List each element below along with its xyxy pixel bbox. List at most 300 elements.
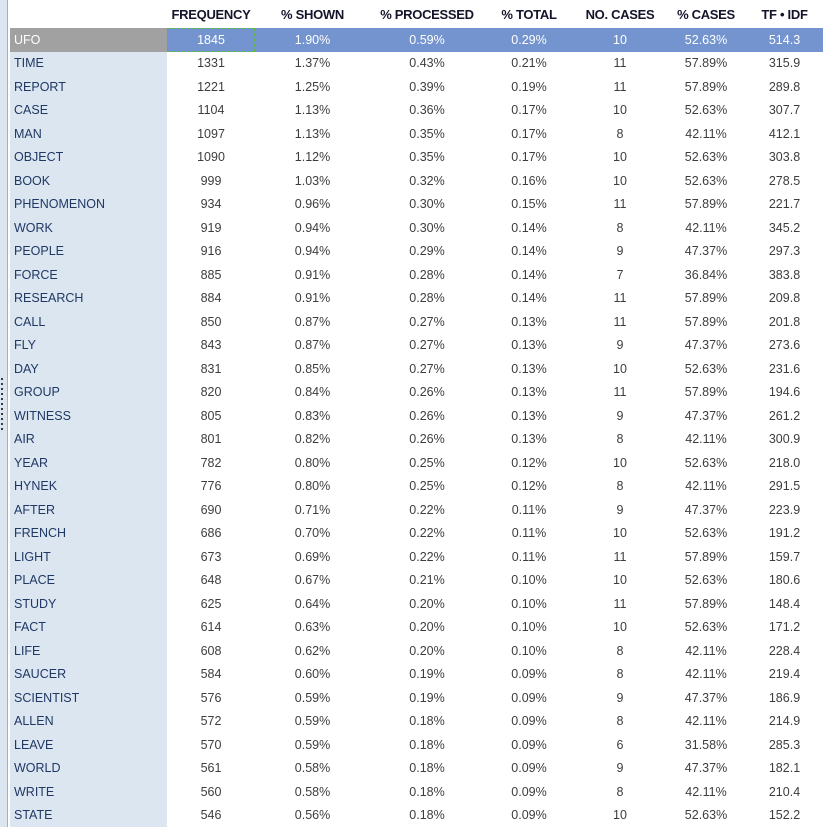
tf-idf-cell[interactable]: 194.6 — [746, 381, 823, 405]
pct-processed-cell[interactable]: 0.20% — [370, 639, 484, 663]
tf-idf-cell[interactable]: 383.8 — [746, 263, 823, 287]
word-cell[interactable]: MAN — [10, 122, 167, 146]
pct-total-cell[interactable]: 0.12% — [484, 451, 574, 475]
pct-shown-cell[interactable]: 0.87% — [255, 334, 370, 358]
pct-total-cell[interactable]: 0.17% — [484, 99, 574, 123]
word-cell[interactable]: LIGHT — [10, 545, 167, 569]
word-cell[interactable]: BOOK — [10, 169, 167, 193]
no-cases-cell[interactable]: 8 — [574, 780, 666, 804]
word-cell[interactable]: YEAR — [10, 451, 167, 475]
frequency-cell[interactable]: 801 — [167, 428, 255, 452]
pct-cases-cell[interactable]: 47.37% — [666, 757, 746, 781]
no-cases-cell[interactable]: 8 — [574, 475, 666, 499]
frequency-cell[interactable]: 614 — [167, 616, 255, 640]
pct-shown-cell[interactable]: 0.59% — [255, 710, 370, 734]
pct-total-cell[interactable]: 0.14% — [484, 287, 574, 311]
pct-total-cell[interactable]: 0.09% — [484, 757, 574, 781]
word-cell[interactable]: PEOPLE — [10, 240, 167, 264]
pct-shown-cell[interactable]: 0.83% — [255, 404, 370, 428]
table-row[interactable] — [10, 522, 823, 546]
tf-idf-cell[interactable]: 285.3 — [746, 733, 823, 757]
tf-idf-cell[interactable]: 307.7 — [746, 99, 823, 123]
pct-shown-cell[interactable]: 1.90% — [255, 28, 370, 52]
frequency-cell[interactable]: 1090 — [167, 146, 255, 170]
pct-shown-cell[interactable]: 0.80% — [255, 475, 370, 499]
tf-idf-cell[interactable]: 223.9 — [746, 498, 823, 522]
pct-total-cell[interactable]: 0.10% — [484, 616, 574, 640]
pct-shown-cell[interactable]: 1.25% — [255, 75, 370, 99]
tf-idf-cell[interactable]: 201.8 — [746, 310, 823, 334]
table-row[interactable] — [10, 146, 823, 170]
tf-idf-cell[interactable]: 261.2 — [746, 404, 823, 428]
no-cases-cell[interactable]: 8 — [574, 428, 666, 452]
pct-total-cell[interactable]: 0.14% — [484, 216, 574, 240]
pct-processed-cell[interactable]: 0.35% — [370, 122, 484, 146]
tf-idf-cell[interactable]: 278.5 — [746, 169, 823, 193]
frequency-cell[interactable]: 1221 — [167, 75, 255, 99]
pct-cases-cell[interactable]: 57.89% — [666, 75, 746, 99]
pct-cases-cell[interactable]: 57.89% — [666, 381, 746, 405]
table-row[interactable] — [10, 804, 823, 827]
word-cell[interactable]: SAUCER — [10, 663, 167, 687]
pct-cases-cell[interactable]: 57.89% — [666, 193, 746, 217]
pct-processed-cell[interactable]: 0.18% — [370, 757, 484, 781]
table-row[interactable] — [10, 639, 823, 663]
no-cases-cell[interactable]: 9 — [574, 240, 666, 264]
pct-total-cell[interactable]: 0.13% — [484, 334, 574, 358]
pct-total-cell[interactable]: 0.14% — [484, 263, 574, 287]
splitter-grip-icon[interactable] — [1, 378, 3, 432]
frequency-cell[interactable]: 1104 — [167, 99, 255, 123]
no-cases-cell[interactable]: 11 — [574, 287, 666, 311]
pct-processed-cell[interactable]: 0.29% — [370, 240, 484, 264]
table-row[interactable] — [10, 686, 823, 710]
pct-processed-cell[interactable]: 0.30% — [370, 216, 484, 240]
no-cases-cell[interactable]: 11 — [574, 545, 666, 569]
pct-shown-cell[interactable]: 0.56% — [255, 804, 370, 827]
pct-processed-cell[interactable]: 0.35% — [370, 146, 484, 170]
table-row[interactable] — [10, 75, 823, 99]
table-row[interactable] — [10, 663, 823, 687]
pct-shown-cell[interactable]: 0.70% — [255, 522, 370, 546]
frequency-cell[interactable]: 570 — [167, 733, 255, 757]
pct-processed-cell[interactable]: 0.20% — [370, 616, 484, 640]
table-row[interactable] — [10, 28, 823, 52]
tf-idf-cell[interactable]: 303.8 — [746, 146, 823, 170]
tf-idf-cell[interactable]: 148.4 — [746, 592, 823, 616]
word-cell[interactable]: WITNESS — [10, 404, 167, 428]
pct-total-cell[interactable]: 0.19% — [484, 75, 574, 99]
frequency-cell[interactable]: 625 — [167, 592, 255, 616]
pct-processed-cell[interactable]: 0.22% — [370, 545, 484, 569]
frequency-cell[interactable]: 850 — [167, 310, 255, 334]
tf-idf-cell[interactable]: 186.9 — [746, 686, 823, 710]
column-header-word[interactable] — [10, 0, 167, 28]
frequency-cell[interactable]: 648 — [167, 569, 255, 593]
no-cases-cell[interactable]: 11 — [574, 75, 666, 99]
word-cell[interactable]: TIME — [10, 52, 167, 76]
pct-total-cell[interactable]: 0.10% — [484, 639, 574, 663]
pct-processed-cell[interactable]: 0.19% — [370, 686, 484, 710]
pct-cases-cell[interactable]: 57.89% — [666, 52, 746, 76]
pct-shown-cell[interactable]: 0.94% — [255, 216, 370, 240]
word-cell[interactable]: FORCE — [10, 263, 167, 287]
pct-processed-cell[interactable]: 0.39% — [370, 75, 484, 99]
pct-total-cell[interactable]: 0.17% — [484, 122, 574, 146]
table-row[interactable] — [10, 99, 823, 123]
pct-total-cell[interactable]: 0.15% — [484, 193, 574, 217]
word-cell[interactable]: CASE — [10, 99, 167, 123]
word-cell[interactable]: STATE — [10, 804, 167, 827]
pct-shown-cell[interactable]: 0.80% — [255, 451, 370, 475]
tf-idf-cell[interactable]: 159.7 — [746, 545, 823, 569]
tf-idf-cell[interactable]: 273.6 — [746, 334, 823, 358]
no-cases-cell[interactable]: 11 — [574, 592, 666, 616]
column-header-frequency[interactable]: FREQUENCY — [167, 0, 255, 28]
pct-cases-cell[interactable]: 42.11% — [666, 475, 746, 499]
pct-total-cell[interactable]: 0.29% — [484, 28, 574, 52]
frequency-cell[interactable]: 673 — [167, 545, 255, 569]
word-cell[interactable]: PLACE — [10, 569, 167, 593]
pct-total-cell[interactable]: 0.13% — [484, 381, 574, 405]
pct-cases-cell[interactable]: 47.37% — [666, 686, 746, 710]
no-cases-cell[interactable]: 6 — [574, 733, 666, 757]
pct-cases-cell[interactable]: 52.63% — [666, 169, 746, 193]
frequency-cell[interactable]: 831 — [167, 357, 255, 381]
pct-total-cell[interactable]: 0.11% — [484, 498, 574, 522]
pct-processed-cell[interactable]: 0.59% — [370, 28, 484, 52]
frequency-cell[interactable]: 934 — [167, 193, 255, 217]
pct-cases-cell[interactable]: 47.37% — [666, 240, 746, 264]
no-cases-cell[interactable]: 11 — [574, 52, 666, 76]
tf-idf-cell[interactable]: 297.3 — [746, 240, 823, 264]
pct-processed-cell[interactable]: 0.27% — [370, 357, 484, 381]
pct-total-cell[interactable]: 0.13% — [484, 428, 574, 452]
no-cases-cell[interactable]: 9 — [574, 498, 666, 522]
pct-cases-cell[interactable]: 57.89% — [666, 545, 746, 569]
pct-cases-cell[interactable]: 42.11% — [666, 780, 746, 804]
pct-total-cell[interactable]: 0.21% — [484, 52, 574, 76]
column-header-pct-shown[interactable]: % SHOWN — [255, 0, 370, 28]
pct-processed-cell[interactable]: 0.21% — [370, 569, 484, 593]
frequency-cell[interactable]: 560 — [167, 780, 255, 804]
no-cases-cell[interactable]: 9 — [574, 334, 666, 358]
frequency-cell[interactable]: 843 — [167, 334, 255, 358]
table-row[interactable] — [10, 287, 823, 311]
no-cases-cell[interactable]: 10 — [574, 28, 666, 52]
pct-total-cell[interactable]: 0.09% — [484, 710, 574, 734]
no-cases-cell[interactable]: 10 — [574, 357, 666, 381]
column-header-pct-processed[interactable]: % PROCESSED — [370, 0, 484, 28]
pct-cases-cell[interactable]: 52.63% — [666, 99, 746, 123]
table-row[interactable] — [10, 616, 823, 640]
pct-processed-cell[interactable]: 0.26% — [370, 381, 484, 405]
tf-idf-cell[interactable]: 171.2 — [746, 616, 823, 640]
tf-idf-cell[interactable]: 228.4 — [746, 639, 823, 663]
table-row[interactable] — [10, 240, 823, 264]
word-cell[interactable]: FACT — [10, 616, 167, 640]
tf-idf-cell[interactable]: 412.1 — [746, 122, 823, 146]
frequency-cell[interactable]: 686 — [167, 522, 255, 546]
pct-processed-cell[interactable]: 0.20% — [370, 592, 484, 616]
no-cases-cell[interactable]: 8 — [574, 663, 666, 687]
pct-shown-cell[interactable]: 0.82% — [255, 428, 370, 452]
frequency-cell[interactable]: 572 — [167, 710, 255, 734]
tf-idf-cell[interactable]: 210.4 — [746, 780, 823, 804]
no-cases-cell[interactable]: 8 — [574, 639, 666, 663]
pct-shown-cell[interactable]: 0.91% — [255, 287, 370, 311]
pct-shown-cell[interactable]: 0.91% — [255, 263, 370, 287]
frequency-cell[interactable]: 690 — [167, 498, 255, 522]
pct-processed-cell[interactable]: 0.18% — [370, 733, 484, 757]
pct-total-cell[interactable]: 0.09% — [484, 804, 574, 827]
tf-idf-cell[interactable]: 300.9 — [746, 428, 823, 452]
no-cases-cell[interactable]: 10 — [574, 522, 666, 546]
table-row[interactable] — [10, 193, 823, 217]
pct-processed-cell[interactable]: 0.25% — [370, 475, 484, 499]
tf-idf-cell[interactable]: 315.9 — [746, 52, 823, 76]
pct-shown-cell[interactable]: 1.13% — [255, 122, 370, 146]
column-header-pct-total[interactable]: % TOTAL — [484, 0, 574, 28]
frequency-cell[interactable]: 919 — [167, 216, 255, 240]
word-cell[interactable]: LEAVE — [10, 733, 167, 757]
no-cases-cell[interactable]: 7 — [574, 263, 666, 287]
tf-idf-cell[interactable]: 291.5 — [746, 475, 823, 499]
word-cell[interactable]: RESEARCH — [10, 287, 167, 311]
pct-shown-cell[interactable]: 0.59% — [255, 686, 370, 710]
tf-idf-cell[interactable]: 152.2 — [746, 804, 823, 827]
table-row[interactable] — [10, 498, 823, 522]
pct-total-cell[interactable]: 0.13% — [484, 310, 574, 334]
frequency-cell[interactable]: 608 — [167, 639, 255, 663]
word-cell[interactable]: UFO — [10, 28, 167, 52]
pct-total-cell[interactable]: 0.11% — [484, 522, 574, 546]
word-cell[interactable]: WORK — [10, 216, 167, 240]
pct-total-cell[interactable]: 0.09% — [484, 663, 574, 687]
table-row[interactable] — [10, 710, 823, 734]
pct-shown-cell[interactable]: 0.58% — [255, 757, 370, 781]
pct-processed-cell[interactable]: 0.22% — [370, 522, 484, 546]
tf-idf-cell[interactable]: 214.9 — [746, 710, 823, 734]
pct-cases-cell[interactable]: 52.63% — [666, 28, 746, 52]
pct-processed-cell[interactable]: 0.26% — [370, 404, 484, 428]
word-cell[interactable]: OBJECT — [10, 146, 167, 170]
no-cases-cell[interactable]: 10 — [574, 99, 666, 123]
pct-cases-cell[interactable]: 52.63% — [666, 522, 746, 546]
no-cases-cell[interactable]: 11 — [574, 193, 666, 217]
tf-idf-cell[interactable]: 191.2 — [746, 522, 823, 546]
frequency-cell[interactable]: 1845 — [167, 28, 255, 52]
word-cell[interactable]: AFTER — [10, 498, 167, 522]
pct-processed-cell[interactable]: 0.27% — [370, 310, 484, 334]
table-row[interactable] — [10, 592, 823, 616]
pct-total-cell[interactable]: 0.17% — [484, 146, 574, 170]
frequency-cell[interactable]: 916 — [167, 240, 255, 264]
frequency-cell[interactable]: 561 — [167, 757, 255, 781]
no-cases-cell[interactable]: 10 — [574, 616, 666, 640]
frequency-cell[interactable]: 820 — [167, 381, 255, 405]
pct-processed-cell[interactable]: 0.22% — [370, 498, 484, 522]
pct-cases-cell[interactable]: 42.11% — [666, 428, 746, 452]
no-cases-cell[interactable]: 10 — [574, 569, 666, 593]
word-cell[interactable]: WORLD — [10, 757, 167, 781]
frequency-cell[interactable]: 999 — [167, 169, 255, 193]
table-row[interactable] — [10, 263, 823, 287]
table-row[interactable] — [10, 357, 823, 381]
table-row[interactable] — [10, 52, 823, 76]
frequency-cell[interactable]: 805 — [167, 404, 255, 428]
pct-cases-cell[interactable]: 57.89% — [666, 287, 746, 311]
frequency-cell[interactable]: 1331 — [167, 52, 255, 76]
word-cell[interactable]: GROUP — [10, 381, 167, 405]
pct-shown-cell[interactable]: 1.37% — [255, 52, 370, 76]
pct-total-cell[interactable]: 0.13% — [484, 404, 574, 428]
pct-processed-cell[interactable]: 0.43% — [370, 52, 484, 76]
no-cases-cell[interactable]: 8 — [574, 710, 666, 734]
pct-cases-cell[interactable]: 52.63% — [666, 616, 746, 640]
tf-idf-cell[interactable]: 345.2 — [746, 216, 823, 240]
pct-total-cell[interactable]: 0.10% — [484, 569, 574, 593]
no-cases-cell[interactable]: 11 — [574, 310, 666, 334]
word-cell[interactable]: ALLEN — [10, 710, 167, 734]
tf-idf-cell[interactable]: 180.6 — [746, 569, 823, 593]
pct-shown-cell[interactable]: 0.87% — [255, 310, 370, 334]
pct-cases-cell[interactable]: 57.89% — [666, 592, 746, 616]
pct-total-cell[interactable]: 0.14% — [484, 240, 574, 264]
column-header-no-cases[interactable]: NO. CASES — [574, 0, 666, 28]
pct-processed-cell[interactable]: 0.36% — [370, 99, 484, 123]
pct-shown-cell[interactable]: 0.96% — [255, 193, 370, 217]
frequency-cell[interactable]: 584 — [167, 663, 255, 687]
table-row[interactable] — [10, 780, 823, 804]
frequency-cell[interactable]: 884 — [167, 287, 255, 311]
pct-total-cell[interactable]: 0.16% — [484, 169, 574, 193]
tf-idf-cell[interactable]: 289.8 — [746, 75, 823, 99]
no-cases-cell[interactable]: 10 — [574, 804, 666, 827]
no-cases-cell[interactable]: 9 — [574, 757, 666, 781]
frequency-cell[interactable]: 782 — [167, 451, 255, 475]
pct-shown-cell[interactable]: 0.67% — [255, 569, 370, 593]
table-row[interactable] — [10, 757, 823, 781]
pct-cases-cell[interactable]: 47.37% — [666, 404, 746, 428]
pct-processed-cell[interactable]: 0.19% — [370, 663, 484, 687]
frequency-cell[interactable]: 576 — [167, 686, 255, 710]
table-row[interactable] — [10, 216, 823, 240]
pct-processed-cell[interactable]: 0.18% — [370, 804, 484, 827]
table-row[interactable] — [10, 404, 823, 428]
pct-total-cell[interactable]: 0.12% — [484, 475, 574, 499]
pct-shown-cell[interactable]: 1.12% — [255, 146, 370, 170]
word-cell[interactable]: WRITE — [10, 780, 167, 804]
word-cell[interactable]: AIR — [10, 428, 167, 452]
column-header-tf-idf[interactable]: TF • IDF — [746, 0, 823, 28]
pct-cases-cell[interactable]: 36.84% — [666, 263, 746, 287]
frequency-cell[interactable]: 776 — [167, 475, 255, 499]
pct-cases-cell[interactable]: 42.11% — [666, 639, 746, 663]
pct-total-cell[interactable]: 0.09% — [484, 686, 574, 710]
table-row[interactable] — [10, 310, 823, 334]
column-header-pct-cases[interactable]: % CASES — [666, 0, 746, 28]
table-row[interactable] — [10, 381, 823, 405]
pct-cases-cell[interactable]: 52.63% — [666, 804, 746, 827]
pct-shown-cell[interactable]: 0.84% — [255, 381, 370, 405]
word-cell[interactable]: REPORT — [10, 75, 167, 99]
tf-idf-cell[interactable]: 219.4 — [746, 663, 823, 687]
table-row[interactable] — [10, 451, 823, 475]
pct-cases-cell[interactable]: 42.11% — [666, 710, 746, 734]
pct-cases-cell[interactable]: 52.63% — [666, 357, 746, 381]
word-cell[interactable]: FRENCH — [10, 522, 167, 546]
word-cell[interactable]: SCIENTIST — [10, 686, 167, 710]
no-cases-cell[interactable]: 11 — [574, 381, 666, 405]
tf-idf-cell[interactable]: 231.6 — [746, 357, 823, 381]
pct-shown-cell[interactable]: 0.60% — [255, 663, 370, 687]
tf-idf-cell[interactable]: 514.3 — [746, 28, 823, 52]
tf-idf-cell[interactable]: 182.1 — [746, 757, 823, 781]
no-cases-cell[interactable]: 8 — [574, 122, 666, 146]
pct-cases-cell[interactable]: 42.11% — [666, 122, 746, 146]
pct-cases-cell[interactable]: 42.11% — [666, 216, 746, 240]
pct-cases-cell[interactable]: 52.63% — [666, 146, 746, 170]
no-cases-cell[interactable]: 10 — [574, 146, 666, 170]
pct-shown-cell[interactable]: 0.59% — [255, 733, 370, 757]
pct-shown-cell[interactable]: 1.03% — [255, 169, 370, 193]
table-row[interactable] — [10, 569, 823, 593]
pct-total-cell[interactable]: 0.11% — [484, 545, 574, 569]
pct-cases-cell[interactable]: 52.63% — [666, 451, 746, 475]
pct-shown-cell[interactable]: 0.62% — [255, 639, 370, 663]
no-cases-cell[interactable]: 9 — [574, 404, 666, 428]
pct-cases-cell[interactable]: 47.37% — [666, 334, 746, 358]
tf-idf-cell[interactable]: 218.0 — [746, 451, 823, 475]
pct-processed-cell[interactable]: 0.26% — [370, 428, 484, 452]
pct-cases-cell[interactable]: 47.37% — [666, 498, 746, 522]
pct-shown-cell[interactable]: 1.13% — [255, 99, 370, 123]
word-cell[interactable]: LIFE — [10, 639, 167, 663]
pct-shown-cell[interactable]: 0.58% — [255, 780, 370, 804]
table-row[interactable] — [10, 545, 823, 569]
pct-processed-cell[interactable]: 0.18% — [370, 710, 484, 734]
pct-processed-cell[interactable]: 0.30% — [370, 193, 484, 217]
no-cases-cell[interactable]: 8 — [574, 216, 666, 240]
panel-splitter[interactable] — [0, 0, 8, 827]
no-cases-cell[interactable]: 10 — [574, 451, 666, 475]
word-cell[interactable]: STUDY — [10, 592, 167, 616]
pct-cases-cell[interactable]: 57.89% — [666, 310, 746, 334]
table-row[interactable] — [10, 334, 823, 358]
pct-processed-cell[interactable]: 0.25% — [370, 451, 484, 475]
pct-processed-cell[interactable]: 0.18% — [370, 780, 484, 804]
pct-shown-cell[interactable]: 0.63% — [255, 616, 370, 640]
pct-shown-cell[interactable]: 0.69% — [255, 545, 370, 569]
pct-total-cell[interactable]: 0.09% — [484, 733, 574, 757]
frequency-cell[interactable]: 1097 — [167, 122, 255, 146]
word-cell[interactable]: FLY — [10, 334, 167, 358]
table-row[interactable] — [10, 428, 823, 452]
word-cell[interactable]: CALL — [10, 310, 167, 334]
frequency-cell[interactable]: 885 — [167, 263, 255, 287]
pct-cases-cell[interactable]: 31.58% — [666, 733, 746, 757]
tf-idf-cell[interactable]: 221.7 — [746, 193, 823, 217]
frequency-cell[interactable]: 546 — [167, 804, 255, 827]
pct-processed-cell[interactable]: 0.28% — [370, 263, 484, 287]
no-cases-cell[interactable]: 9 — [574, 686, 666, 710]
word-cell[interactable]: PHENOMENON — [10, 193, 167, 217]
pct-shown-cell[interactable]: 0.94% — [255, 240, 370, 264]
pct-shown-cell[interactable]: 0.71% — [255, 498, 370, 522]
no-cases-cell[interactable]: 10 — [574, 169, 666, 193]
pct-total-cell[interactable]: 0.10% — [484, 592, 574, 616]
